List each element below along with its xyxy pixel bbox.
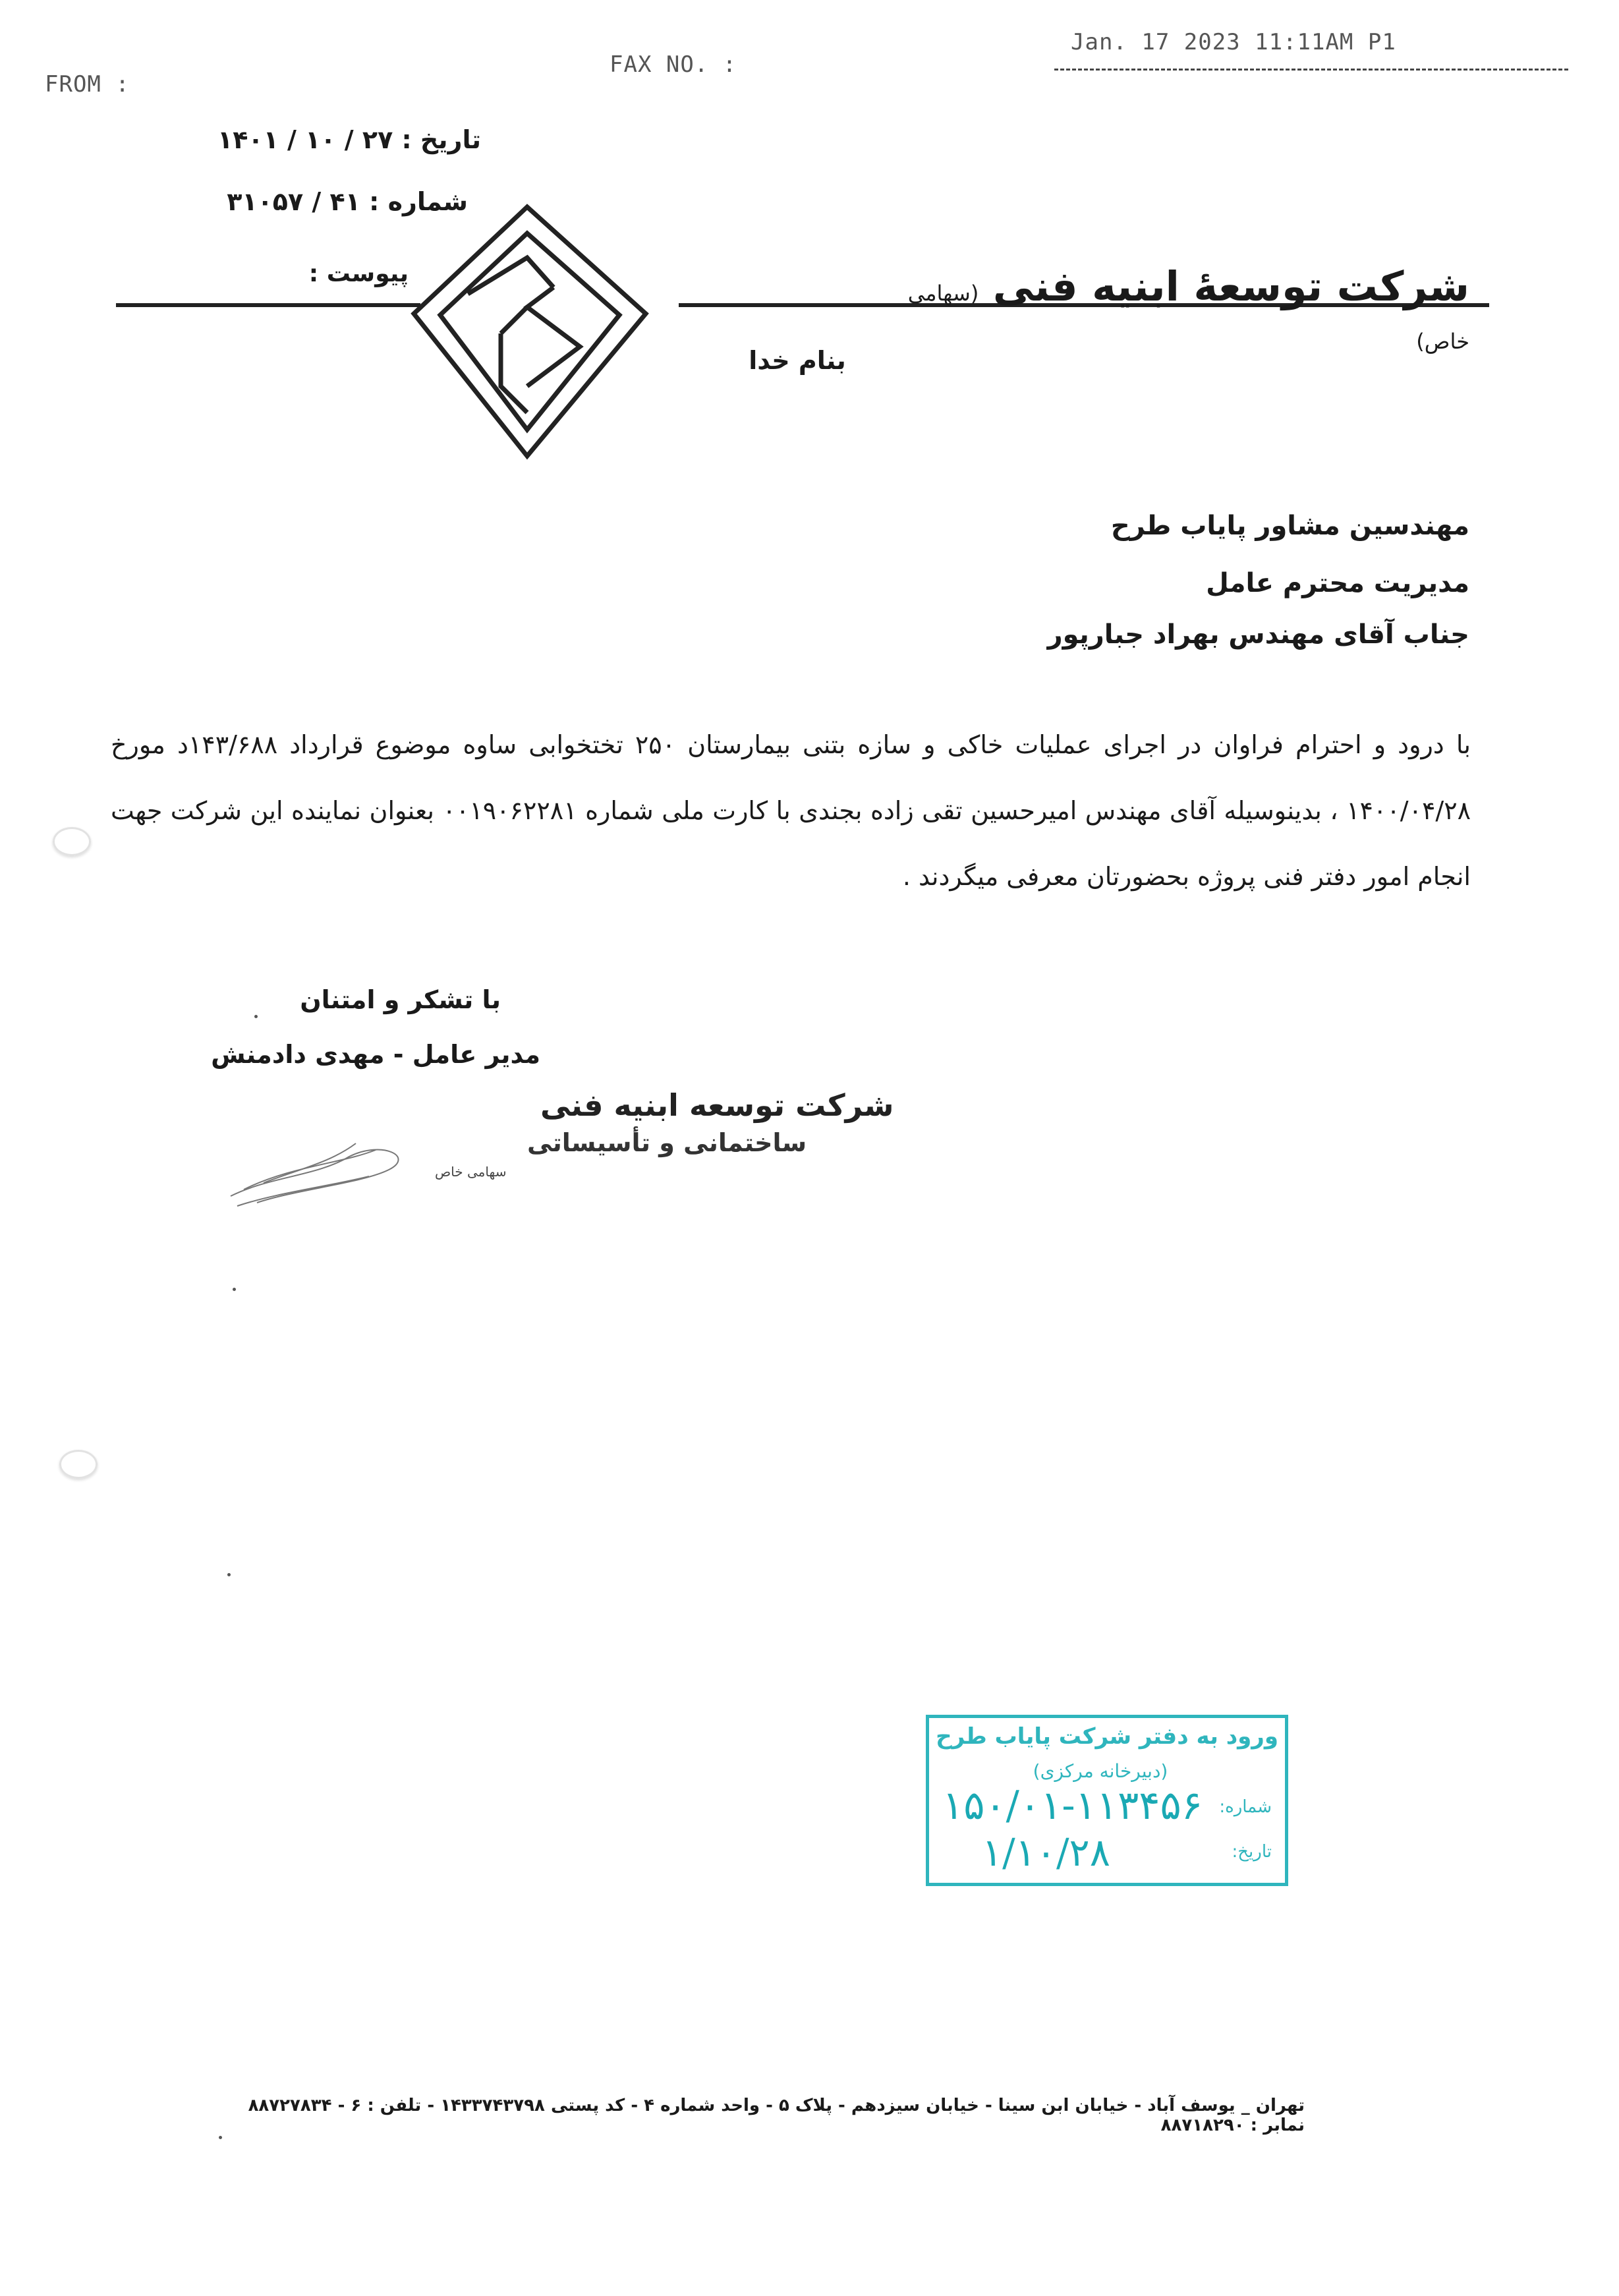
fax-header-underline <box>1054 69 1568 71</box>
recipient-line-2: مدیریت محترم عامل <box>1206 568 1469 598</box>
letter-body: با درود و احترام فراوان در اجرای عملیات خاکی و سازه بتنی بیمارستان ۲۵۰ تختخوابی ساوه موضوع قرارداد ۱۴۳/۶۸۸د مورخ ۱۴۰۰/۰۴/۲۸ ، بدینوسیله آقای مهندس امیرحسین تقی زاده بجندی با کارت ملی شماره ۰۰۱۹۰۶۲۲۸۱ بعنوان نماینده این شرکت جهت انجام امور دفتر فنی پروژه بحضورتان معرفی میگردند . <box>111 730 1471 891</box>
signatory: مدیر عامل - مهدی دادمنش <box>211 1040 540 1069</box>
company-stamp <box>217 1077 894 1222</box>
recipient-line-3: جناب آقای مهندس بهراد جبارپور <box>1047 619 1469 650</box>
fax-from-label: FROM : <box>45 71 130 98</box>
letterhead-rule-left <box>116 303 420 307</box>
received-stamp-date: ۱/۱۰/۲۸ <box>982 1830 1110 1875</box>
letter-attachment: پیوست : <box>308 260 409 287</box>
received-stamp <box>926 1715 1288 1886</box>
letter-date: تاریخ : ۲۷ / ۱۰ / ۱۴۰۱ <box>217 125 481 154</box>
company-type: (سهامی خاص) <box>907 281 1469 354</box>
punch-hole-icon <box>59 1450 98 1479</box>
received-stamp-number-label: شماره: <box>1219 1797 1272 1817</box>
scan-speck <box>227 1573 231 1576</box>
company-stamp-line-3: سهامی خاص <box>435 1164 507 1180</box>
bismillah: بنام خدا <box>749 346 846 375</box>
company-stamp-line-1: شرکت توسعه ابنیه فنی <box>540 1087 894 1123</box>
received-stamp-number: ۱۵۰/۰۱-۱۱۳۴۵۶ <box>942 1783 1203 1829</box>
company-stamp-line-2: ساختمانی و تأسیساتی <box>527 1128 807 1157</box>
company-logo-icon <box>402 195 659 465</box>
company-name-text: شرکت توسعهٔ ابنیه فنی <box>992 262 1469 310</box>
company-name <box>857 262 1469 359</box>
letter-number: شماره : ۴۱ / ۳۱۰۵۷ <box>227 187 468 216</box>
received-stamp-subtitle: (دبیرخانه مرکزی) <box>1033 1760 1168 1782</box>
scan-speck <box>219 2136 222 2139</box>
signature-scribble <box>231 1143 399 1206</box>
closing-line: با تشکر و امتنان <box>300 985 501 1014</box>
fax-datetime-page: Jan. 17 2023 11:11AM P1 <box>1071 29 1396 55</box>
received-stamp-title: ورود به دفتر شرکت پایاب طرح <box>936 1723 1278 1750</box>
scan-speck <box>254 1015 258 1018</box>
scan-speck <box>233 1288 236 1291</box>
fax-number-label: FAX NO. : <box>610 51 737 78</box>
received-stamp-date-label: تاریخ: <box>1232 1842 1272 1862</box>
recipient-line-1: مهندسین مشاور پایاب طرح <box>1110 511 1469 541</box>
punch-hole-icon <box>53 827 91 856</box>
footer-address: تهران _ یوسف آباد - خیابان ابن سینا - خیابان سیزدهم - پلاک ۵ - واحد شماره ۴ - کد پستی ۱۴۳۳۷۴۳۷۹۸ - تلفن : ۶ - ۸۸۷۲۷۸۳۴ نمابر : ۸۸۷۱۸۲۹۰ <box>248 2096 1305 2135</box>
